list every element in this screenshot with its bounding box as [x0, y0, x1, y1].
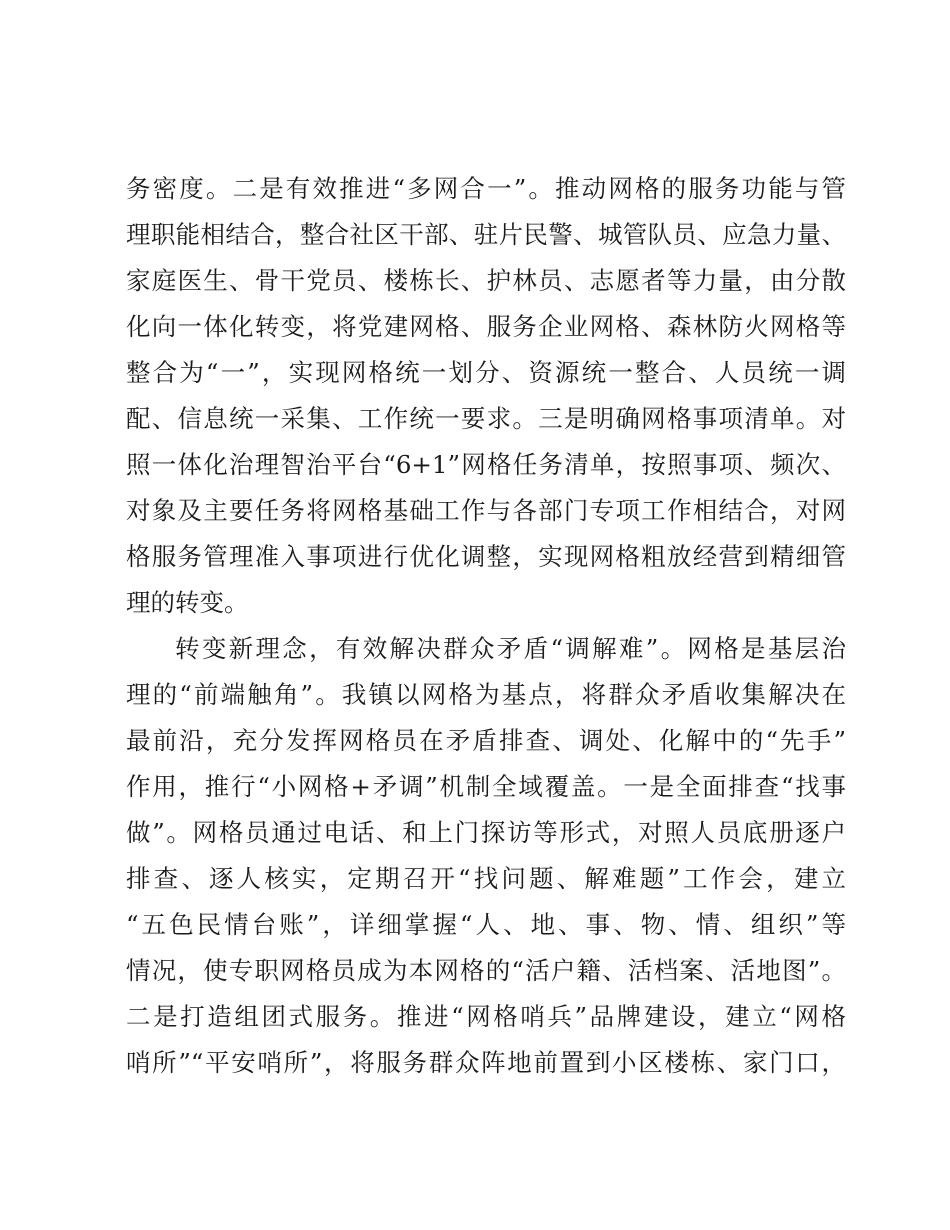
text-line: 作用，推行“小网格+矛调”机制全域覆盖。一是全面排查“找事	[126, 772, 846, 801]
paragraph-1	[126, 166, 846, 626]
text-line: 务密度。二是有效推进“多网合一”。推动网格的服务功能与管	[126, 174, 846, 203]
text-line: 情况，使专职网格员成为本网格的“活户籍、活档案、活地图”。	[126, 956, 846, 985]
text-line: 化向一体化转变，将党建网格、服务企业网格、森林防火网格等	[126, 312, 846, 341]
text-line: “五色民情台账”，详细掌握“人、地、事、物、情、组织”等	[126, 910, 846, 939]
text-line: 配、信息统一采集、工作统一要求。三是明确网格事项清单。对	[126, 404, 846, 433]
text-line: 整合为“一”，实现网格统一划分、资源统一整合、人员统一调	[126, 358, 846, 387]
text-line: 对象及主要任务将网格基础工作与各部门专项工作相结合，对网	[126, 496, 846, 525]
document-body	[126, 166, 846, 1086]
text-line: 理的“前端触角”。我镇以网格为基点，将群众矛盾收集解决在	[126, 680, 846, 709]
text-line: 理职能相结合，整合社区干部、驻片民警、城管队员、应急力量、	[126, 220, 846, 249]
text-line: 二是打造组团式服务。推进“网格哨兵”品牌建设，建立“网格	[126, 1002, 846, 1031]
text-line: 照一体化治理智治平台“6+1”网格任务清单，按照事项、频次、	[126, 450, 846, 479]
text-line: 转变新理念，有效解决群众矛盾“调解难”。网格是基层治	[175, 634, 846, 663]
text-line: 格服务管理准入事项进行优化调整，实现网格粗放经营到精细管	[126, 542, 846, 571]
text-line: 排查、逐人核实，定期召开“找问题、解难题”工作会，建立	[126, 864, 846, 893]
text-line: 理的转变。	[126, 588, 249, 617]
text-line: 哨所”“平安哨所”，将服务群众阵地前置到小区楼栋、家门口，	[126, 1048, 846, 1077]
text-line: 做”。网格员通过电话、和上门探访等形式，对照人员底册逐户	[126, 818, 846, 847]
text-line: 家庭医生、骨干党员、楼栋长、护林员、志愿者等力量，由分散	[126, 266, 846, 295]
text-line: 最前沿，充分发挥网格员在矛盾排查、调处、化解中的“先手”	[126, 726, 846, 755]
paragraph-2	[126, 626, 846, 1086]
